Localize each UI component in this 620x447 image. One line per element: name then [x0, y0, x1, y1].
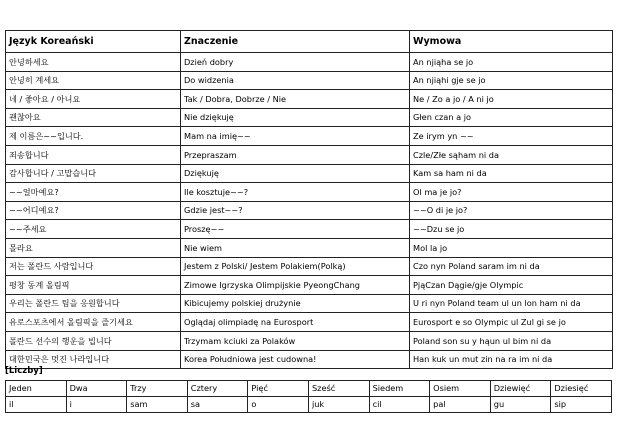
meaning-cell: Nie wiem	[181, 238, 410, 257]
number-korean-cell: o	[248, 397, 309, 413]
number-polish-cell: Dwa	[66, 381, 127, 397]
meaning-cell: Dzień dobry	[181, 53, 410, 72]
pronunciation-cell: Mol la jo	[410, 238, 613, 257]
pronunciation-cell: Czo nyn Poland saram im ni da	[410, 257, 613, 276]
vocabulary-body	[6, 53, 613, 369]
header-meaning: Znaczenie	[181, 31, 410, 53]
numbers-table	[5, 380, 612, 413]
vocabulary-header-row	[6, 31, 613, 53]
vocabulary-row	[6, 53, 613, 72]
pronunciation-cell: Han kuk un mut zin na ra im ni da	[410, 350, 613, 369]
pronunciation-cell: Kam sa ham ni da	[410, 164, 613, 183]
number-korean-cell: sam	[127, 397, 188, 413]
korean-cell: 유로스포츠에서 올림픽을 즐기세요	[6, 313, 181, 332]
number-polish-cell: Pięć	[248, 381, 309, 397]
number-korean-cell: gu	[490, 397, 551, 413]
number-korean-cell: pal	[430, 397, 491, 413]
korean-cell: 죄송합니다	[6, 145, 181, 164]
pronunciation-cell: U ri nyn Poland team ul un lon ham ni da	[410, 294, 613, 313]
numbers-polish-row	[6, 381, 612, 397]
meaning-cell: Korea Południowa jest cudowna!	[181, 350, 410, 369]
pronunciation-cell: ~~O di je jo?	[410, 201, 613, 220]
vocabulary-row	[6, 294, 613, 313]
number-korean-cell: il	[6, 397, 67, 413]
pronunciation-cell: Poland son su y hąun ul bim ni da	[410, 331, 613, 350]
numbers-korean-row	[6, 397, 612, 413]
meaning-cell: Trzymam kciuki za Polaków	[181, 331, 410, 350]
number-polish-cell: Dziesięć	[551, 381, 612, 397]
vocabulary-row	[6, 220, 613, 239]
korean-cell: ~~얼마예요?	[6, 183, 181, 202]
korean-cell: 안녕히 계세요	[6, 71, 181, 90]
header-pronunciation: Wymowa	[410, 31, 613, 53]
korean-cell: 몰라요	[6, 238, 181, 257]
vocabulary-row	[6, 164, 613, 183]
pronunciation-cell: Głen czan a jo	[410, 108, 613, 127]
vocabulary-table	[5, 30, 613, 369]
meaning-cell: Nie dziękuję	[181, 108, 410, 127]
number-korean-cell: cil	[369, 397, 430, 413]
vocabulary-row	[6, 276, 613, 295]
number-korean-cell: sip	[551, 397, 612, 413]
pronunciation-cell: PjąCzan Dągie/gje Olympic	[410, 276, 613, 295]
meaning-cell: Dziękuję	[181, 164, 410, 183]
number-polish-cell: Trzy	[127, 381, 188, 397]
pronunciation-cell: An njiąhi gje se jo	[410, 71, 613, 90]
vocabulary-row	[6, 331, 613, 350]
meaning-cell: Do widzenia	[181, 71, 410, 90]
number-polish-cell: Osiem	[430, 381, 491, 397]
number-polish-cell: Cztery	[187, 381, 248, 397]
korean-cell: ~~어디예요?	[6, 201, 181, 220]
korean-cell: 평창 동계 올림픽	[6, 276, 181, 295]
meaning-cell: Oglądaj olimpiadę na Eurosport	[181, 313, 410, 332]
korean-cell: 안녕하세요	[6, 53, 181, 72]
pronunciation-cell: ~~Dzu se jo	[410, 220, 613, 239]
vocabulary-row	[6, 90, 613, 109]
pronunciation-cell: Ze irym yn ~~	[410, 127, 613, 146]
korean-cell: ~~주세요	[6, 220, 181, 239]
pronunciation-cell: Ne / Zo a jo / A ni jo	[410, 90, 613, 109]
meaning-cell: Przepraszam	[181, 145, 410, 164]
pronunciation-cell: An njiąha se jo	[410, 53, 613, 72]
korean-cell: 네 / 좋아요 / 아니요	[6, 90, 181, 109]
number-polish-cell: Sześć	[308, 381, 369, 397]
meaning-cell: Tak / Dobra, Dobrze / Nie	[181, 90, 410, 109]
korean-cell: 저는 폴란드 사람입니다	[6, 257, 181, 276]
number-korean-cell: sa	[187, 397, 248, 413]
vocabulary-row	[6, 145, 613, 164]
korean-cell: 우리는 폴란드 팀을 응원합니다	[6, 294, 181, 313]
number-polish-cell: Jeden	[6, 381, 67, 397]
pronunciation-cell: Czle/Złe sąham ni da	[410, 145, 613, 164]
vocabulary-row	[6, 238, 613, 257]
meaning-cell: Jestem z Polski/ Jestem Polakiem(Polką)	[181, 257, 410, 276]
vocabulary-row	[6, 108, 613, 127]
vocabulary-row	[6, 127, 613, 146]
meaning-cell: Proszę~~	[181, 220, 410, 239]
vocabulary-row	[6, 201, 613, 220]
number-polish-cell: Dziewięć	[490, 381, 551, 397]
vocabulary-row	[6, 313, 613, 332]
header-korean: Język Koreański	[6, 31, 181, 53]
number-korean-cell: juk	[308, 397, 369, 413]
korean-cell: 대한민국은 멋진 나라입니다	[6, 350, 181, 369]
meaning-cell: Ile kosztuje~~?	[181, 183, 410, 202]
meaning-cell: Gdzie jest~~?	[181, 201, 410, 220]
pronunciation-cell: Ol ma je jo?	[410, 183, 613, 202]
korean-cell: 제 이름은~~입니다.	[6, 127, 181, 146]
number-korean-cell: i	[66, 397, 127, 413]
meaning-cell: Mam na imię~~	[181, 127, 410, 146]
vocabulary-row	[6, 71, 613, 90]
vocabulary-row	[6, 257, 613, 276]
pronunciation-cell: Eurosport e so Olympic ul Zul gi se jo	[410, 313, 613, 332]
meaning-cell: Kibicujemy polskiej drużynie	[181, 294, 410, 313]
korean-cell: 폴란드 선수의 행운을 빕니다	[6, 331, 181, 350]
korean-cell: 감사합니다 / 고맙습니다	[6, 164, 181, 183]
vocabulary-row	[6, 183, 613, 202]
korean-cell: 괜찮아요	[6, 108, 181, 127]
meaning-cell: Zimowe Igrzyska Olimpijskie PyeongChang	[181, 276, 410, 295]
number-polish-cell: Siedem	[369, 381, 430, 397]
vocabulary-row	[6, 350, 613, 369]
numbers-section-title: [Liczby]	[5, 366, 43, 376]
